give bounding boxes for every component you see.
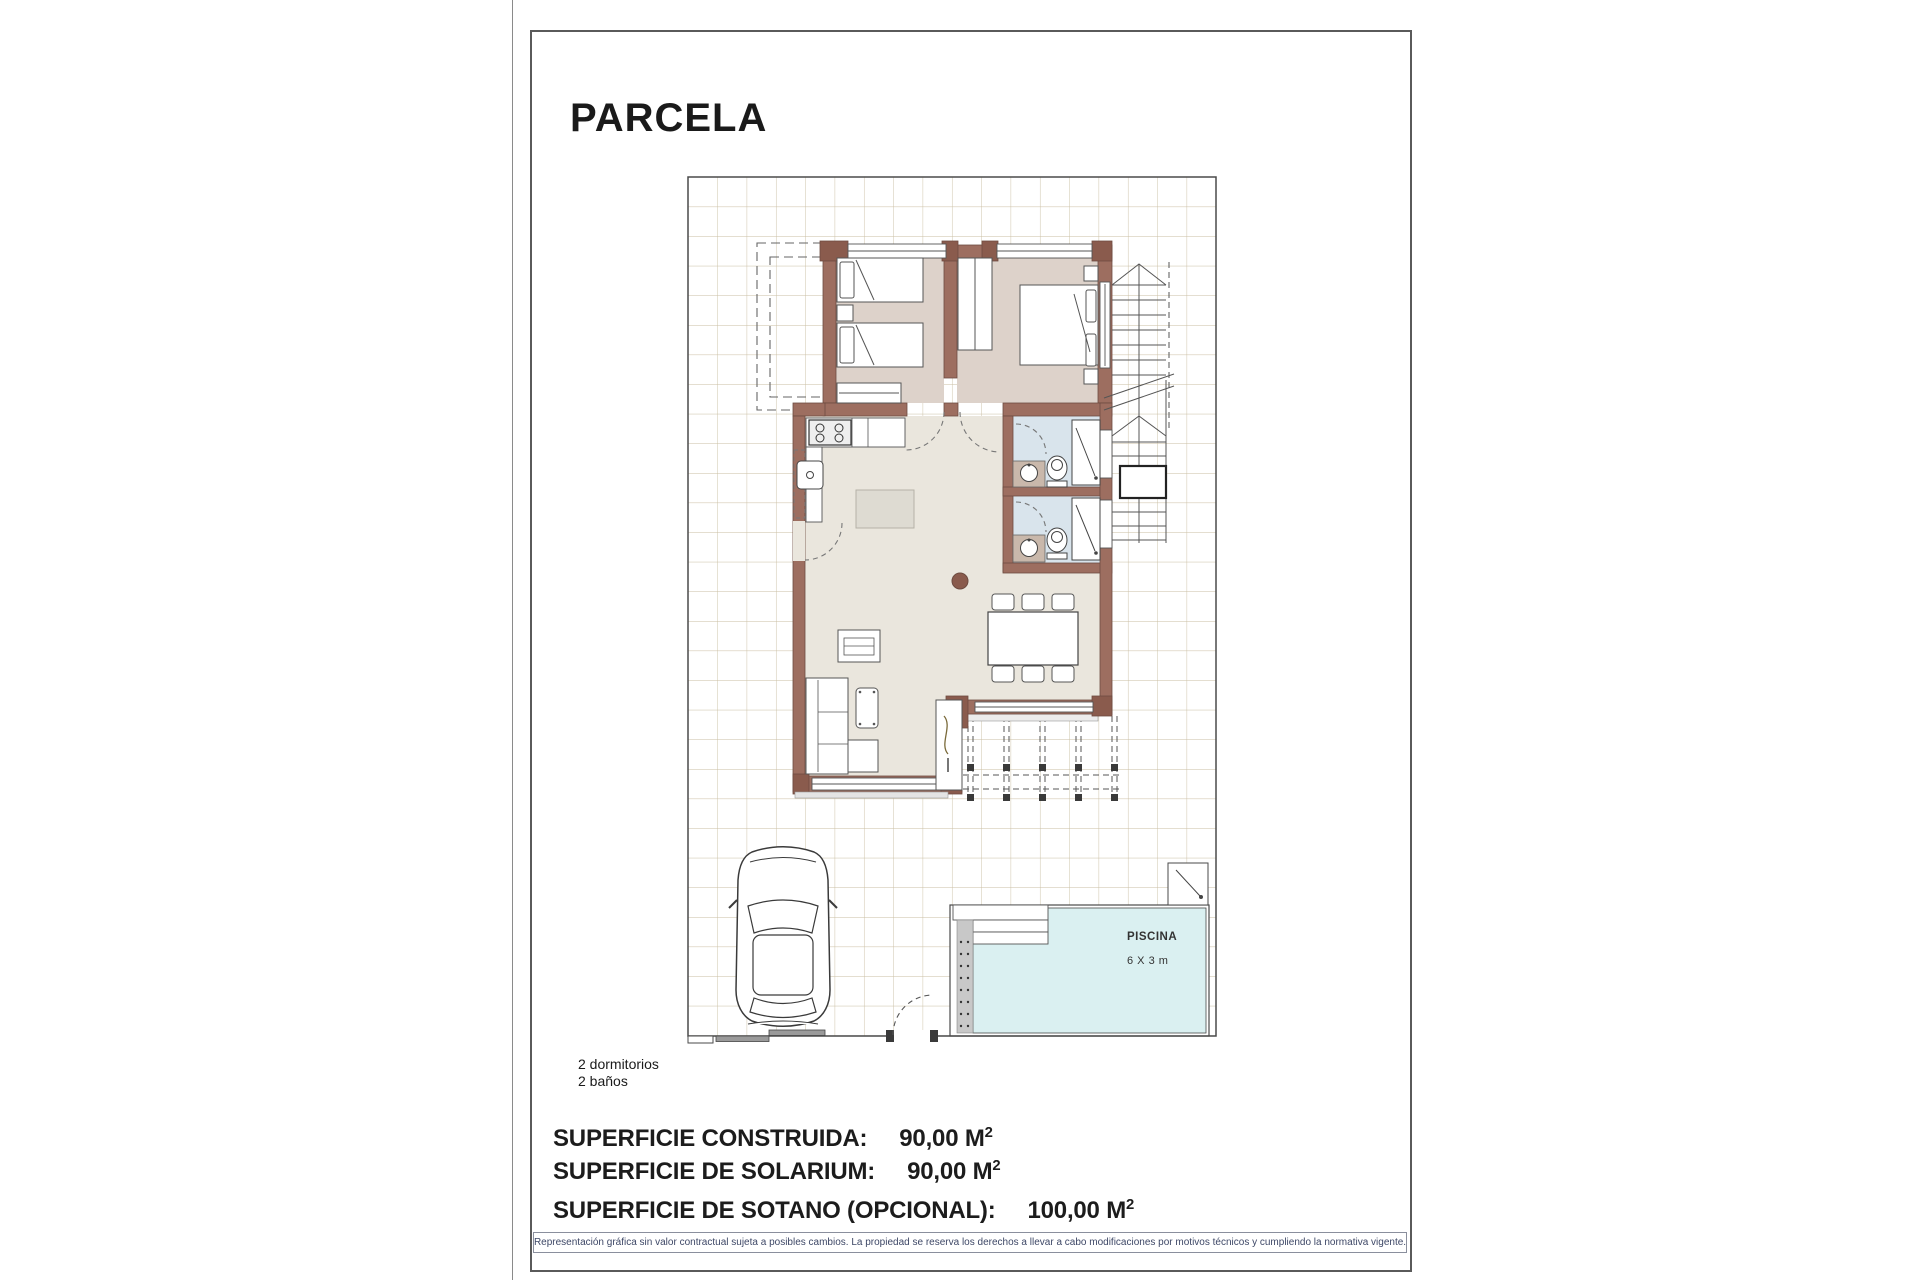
area-row-solarium [553, 1158, 1001, 1186]
sofa [806, 678, 848, 774]
washbasin [1021, 540, 1038, 557]
coffee-table [856, 688, 878, 728]
note-bathrooms: 2 baños [578, 1073, 628, 1089]
terrace-sill [952, 714, 1098, 721]
driveway-gate-leaf [716, 1036, 769, 1042]
sofa-chaise [848, 740, 878, 772]
footer-disclaimer: Representación gráfica sin valor contractual sujeta a posibles cambios. La propiedad se reserva los derechos a llevar a cabo modificaciones por motivos técnicos y cumpliendo la normativa vigente. [533, 1232, 1407, 1253]
car-windshield [748, 900, 818, 933]
entrance-opening [793, 521, 805, 561]
pedestrian-gate-opening [893, 1030, 931, 1041]
outdoor-shower [1168, 863, 1208, 905]
window-sill [795, 792, 948, 798]
dining-table [988, 612, 1078, 665]
pool-label: PISCINA [1127, 931, 1178, 943]
plan-notes [578, 1056, 659, 1090]
note-bedrooms: 2 dormitorios [578, 1056, 659, 1072]
car-roof [753, 935, 813, 995]
nightstand [837, 305, 853, 321]
washbasin [1021, 465, 1038, 482]
area-label: SUPERFICIE DE SOTANO (OPCIONAL): [553, 1197, 996, 1224]
pool-size-label: 6 X 3 m [1127, 955, 1169, 967]
area-value: 100,00 $M^2$ [1027, 1197, 1135, 1224]
area-label: SUPERFICIE DE SOLARIUM: [553, 1158, 876, 1185]
nightstand [1084, 369, 1098, 384]
stove [809, 420, 851, 445]
page-margin-line [512, 0, 513, 1280]
area-row-sotano [553, 1197, 1134, 1225]
area-row-construida [553, 1125, 993, 1153]
driveway-ramp [688, 1036, 713, 1043]
gate-post [930, 1030, 938, 1042]
pool-roman-steps [957, 920, 973, 1033]
stair-landing [1120, 466, 1166, 498]
site-plan [530, 30, 1412, 1272]
porch-door [936, 700, 962, 790]
dining-set [988, 594, 1078, 682]
nightstand [1084, 266, 1098, 281]
area-label: SUPERFICIE CONSTRUIDA: [553, 1125, 868, 1152]
area-value: 90,00 $M^2$ [907, 1158, 1001, 1185]
water-heater [797, 461, 823, 489]
rug [856, 490, 914, 528]
area-value: 90,00 $M^2$ [899, 1125, 993, 1152]
driveway-gate-leaf [769, 1030, 825, 1036]
page-title: PARCELA [570, 96, 768, 140]
car [729, 847, 837, 1027]
column [952, 573, 968, 589]
